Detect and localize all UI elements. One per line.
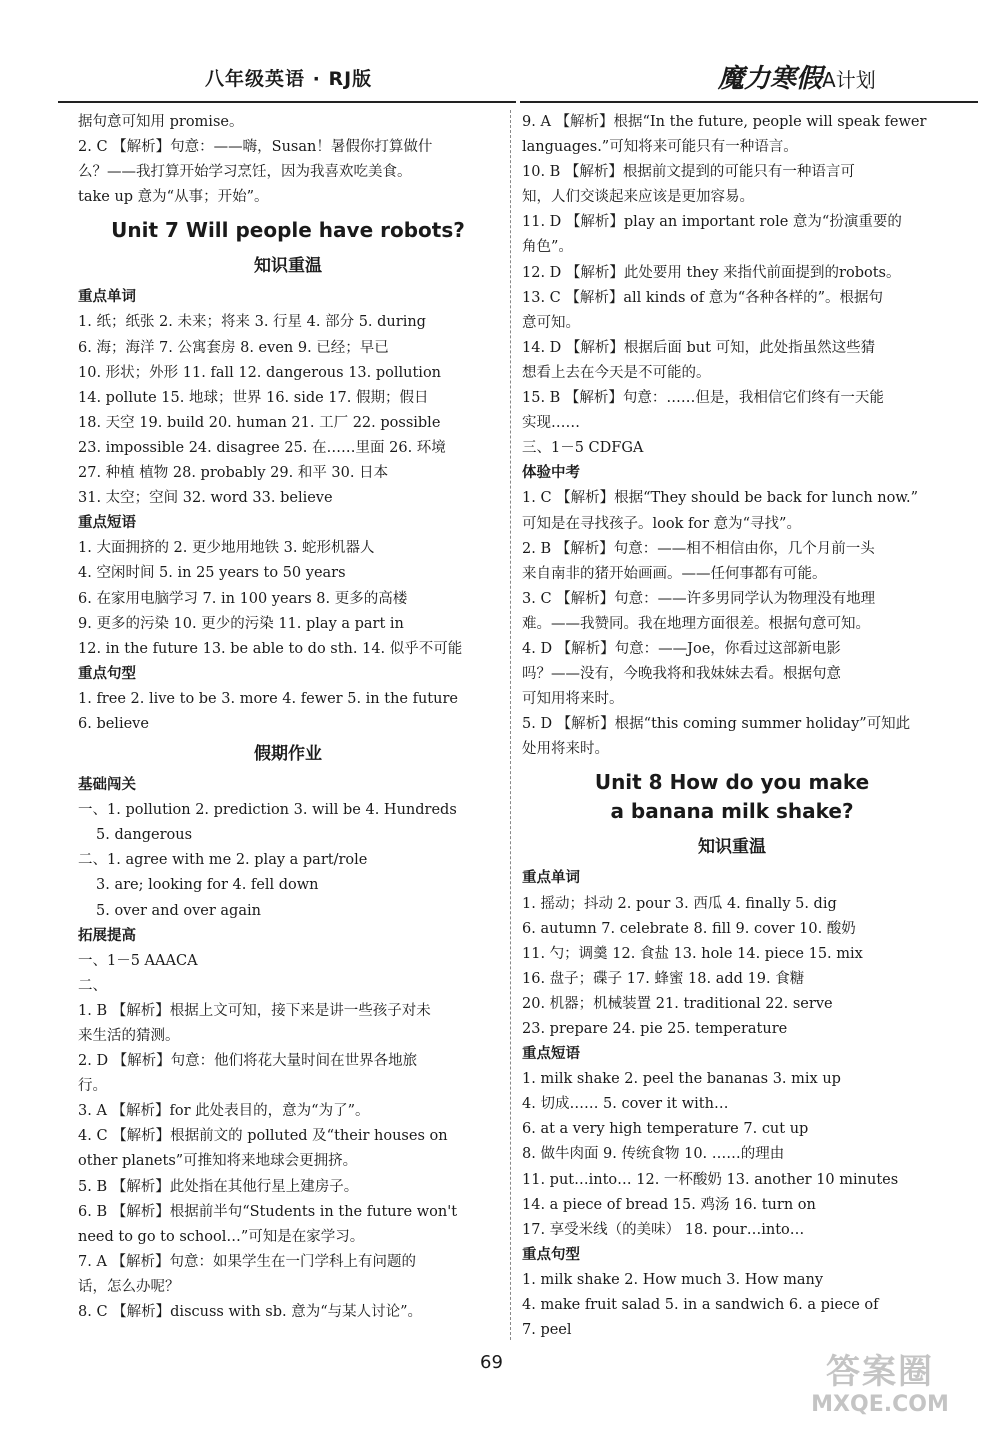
answer-line: 来生活的猜测。 (78, 1028, 180, 1044)
answer-line: 6. B 【解析】根据前半句“Students in the future won't (78, 1203, 458, 1220)
answer-line: 一、1. pollution 2. prediction 3. will be 4. Hundreds (78, 802, 457, 819)
answer-line: 吗？——没有，今晚我将和我妹妹去看。根据句意 (522, 666, 841, 683)
answer-line: 2. C 【解析】句意：——嗨，Susan！暑假你打算做什 (78, 139, 433, 156)
answer-line: 20. 机器；机械装置 21. traditional 22. serve (522, 995, 833, 1012)
answer-line: 1. 摇动；抖动 2. pour 3. 西瓜 4. finally 5. dig (522, 895, 837, 912)
answer-line: 5. dangerous (96, 827, 193, 844)
answer-line: 11. put…into… 12. 一杯酸奶 13. another 10 minutes (522, 1171, 899, 1188)
header-series-main: 魔力寒假 (718, 64, 823, 94)
answer-line: 13. C 【解析】all kinds of 意为“各种各样的”。根据句 (522, 289, 884, 306)
answer-line: 来自南非的猪开始画画。——任何事都有可能。 (522, 565, 827, 582)
subsection-heading: 重点句型 (78, 665, 136, 682)
answer-line: 5. D 【解析】根据“this coming summer holiday”可知此 (522, 716, 911, 733)
answer-line: 14. a piece of bread 15. 鸡汤 16. turn on (522, 1196, 816, 1213)
answer-line: 8. 做牛肉面 9. 传统食物 10. ……的理由 (522, 1146, 785, 1163)
answer-line: 6. 在家用电脑学习 7. in 100 years 8. 更多的高楼 (78, 590, 408, 607)
answer-line: 1. C 【解析】根据“They should be back for lunch now.” (522, 490, 919, 507)
watermark (790, 1352, 970, 1422)
answer-line: 31. 太空；空间 32. word 33. believe (78, 490, 333, 507)
subsection-heading: 体验中考 (522, 465, 580, 482)
answer-line: 1. 纸；纸张 2. 未来；将来 3. 行星 4. 部分 5. during (78, 314, 426, 331)
section-heading: 假期作业 (254, 744, 322, 765)
answer-line: 7. A 【解析】句意：如果学生在一门学科上有问题的 (78, 1253, 417, 1270)
answer-line: 实现…… (522, 415, 580, 432)
answer-line: 6. autumn 7. celebrate 8. fill 9. cover 10. 酸奶 (522, 920, 856, 937)
answer-line: 6. 海；海洋 7. 公寓套房 8. even 9. 已经；早已 (78, 339, 389, 356)
unit-heading: a banana milk shake? (610, 799, 854, 824)
section-heading: 知识重温 (254, 256, 322, 277)
subsection-heading: 重点单词 (522, 870, 580, 887)
answer-line: 4. D 【解析】句意：——Joe，你看过这部新电影 (522, 640, 841, 657)
answer-line: 23. impossible 24. disagree 25. 在……里面 26. 环境 (78, 439, 446, 456)
answer-line: 14. pollute 15. 地球；世界 16. side 17. 假期；假日 (78, 389, 429, 406)
header-rule-left (58, 101, 516, 103)
answer-line: 可知是在寻找孩子。look for 意为“寻找”。 (522, 515, 801, 532)
answer-line: 9. A 【解析】根据“In the future, people will speak fewer (522, 114, 927, 130)
column-divider (510, 110, 511, 1340)
answer-line: 9. 更多的污染 10. 更少的污染 11. play a part in (78, 615, 404, 632)
answer-line: 么？——我打算开始学习烹饪，因为我喜欢吃美食。 (78, 164, 412, 181)
watermark-logo: 答案圈 (826, 1352, 934, 1392)
header-series-title (718, 58, 876, 95)
right-column (522, 110, 942, 1343)
answer-line: 2. D 【解析】句意：他们将花大量时间在世界各地旅 (78, 1053, 418, 1070)
answer-line: 行。 (78, 1078, 107, 1095)
page-number: 69 (480, 1352, 503, 1373)
subsection-heading: 重点短语 (78, 515, 136, 532)
answer-line: 可知用将来时。 (522, 691, 624, 708)
answer-line: languages.”可知将来可能只有一种语言。 (522, 139, 798, 156)
answer-line: 4. 切成…… 5. cover it with… (522, 1096, 729, 1113)
answer-line: need to go to school…”可知是在家学习。 (78, 1228, 365, 1245)
answer-line: 3. A 【解析】for 此处表目的，意为“为了”。 (78, 1103, 370, 1120)
answer-line: 知，人们交谈起来应该是更加容易。 (522, 189, 754, 206)
answer-line: 6. at a very high temperature 7. cut up (522, 1121, 809, 1138)
answer-line: other planets”可推知将来地球会更拥挤。 (78, 1153, 358, 1170)
answer-line: 1. free 2. live to be 3. more 4. fewer 5. in the future (78, 690, 458, 707)
answer-line: 据句意可知用 promise。 (78, 114, 244, 130)
answer-line: 17. 享受米线（的美味） 18. pour…into… (522, 1221, 805, 1238)
answer-line: 5. B 【解析】此处指在其他行星上建房子。 (78, 1178, 359, 1195)
answer-line: 3. C 【解析】句意：——许多男同学认为物理没有地理 (522, 590, 876, 607)
answer-line: 23. prepare 24. pie 25. temperature (522, 1021, 788, 1037)
answer-line: 三、1－5 CDFGA (522, 440, 644, 457)
answer-line: 1. 大面拥挤的 2. 更少地用地铁 3. 蛇形机器人 (78, 540, 375, 557)
answer-line: 4. make fruit salad 5. in a sandwich 6. a piece of (522, 1297, 879, 1314)
header-series-sub: A计划 (822, 68, 876, 92)
subsection-heading: 重点单词 (78, 289, 136, 306)
answer-line: 3. are; looking for 4. fell down (96, 877, 319, 894)
answer-line: 12. in the future 13. be able to do sth. 14. 似乎不可能 (78, 640, 463, 657)
answer-line: 4. 空闲时间 5. in 25 years to 50 years (78, 565, 346, 582)
answer-line: 27. 种植 植物 28. probably 29. 和平 30. 日本 (78, 465, 389, 482)
answer-line: 2. B 【解析】句意：——相不相信由你，几个月前一头 (522, 540, 875, 557)
unit-heading: Unit 7 Will people have robots? (111, 218, 465, 243)
answer-line: 12. D 【解析】此处要用 they 来指代前面提到的robots。 (522, 264, 901, 281)
watermark-site: MXQE.COM (811, 1392, 949, 1417)
answer-line: 话，怎么办呢？ (78, 1278, 180, 1295)
answer-line: 10. B 【解析】根据前文提到的可能只有一种语言可 (522, 164, 855, 181)
left-column (78, 110, 498, 1325)
answer-line: 6. believe (78, 715, 149, 732)
answer-line: 7. peel (522, 1322, 572, 1339)
answer-line: 处用将来时。 (522, 741, 609, 758)
header-rule-right (520, 101, 978, 103)
answer-line: 15. B 【解析】句意：……但是，我相信它们终有一天能 (522, 390, 884, 407)
answer-line: 难。——我赞同。我在地理方面很差。根据句意可知。 (522, 615, 870, 632)
subsection-heading: 重点短语 (522, 1046, 580, 1063)
answer-line: 16. 盘子；碟子 17. 蜂蜜 18. add 19. 食糖 (522, 970, 805, 987)
answer-line: take up 意为“从事；开始”。 (78, 189, 269, 206)
subsection-heading: 重点句型 (522, 1246, 580, 1263)
answer-line: 想看上去在今天是不可能的。 (522, 364, 711, 381)
answer-line: 1. milk shake 2. peel the bananas 3. mix up (522, 1071, 841, 1088)
unit-heading: Unit 8 How do you make (594, 770, 870, 795)
answer-line: 意可知。 (522, 314, 580, 331)
answer-line: 1. B 【解析】根据上文可知，接下来是讲一些孩子对未 (78, 1002, 431, 1019)
answer-line: 二、 (78, 977, 107, 994)
subsection-heading: 基础闯关 (78, 777, 136, 794)
answer-line: 10. 形状；外形 11. fall 12. dangerous 13. pollution (78, 364, 442, 381)
subsection-heading: 拓展提高 (78, 927, 136, 944)
answer-line: 二、1. agree with me 2. play a part/role (78, 852, 368, 869)
section-heading: 知识重温 (698, 837, 766, 858)
answer-line: 8. C 【解析】discuss with sb. 意为“与某人讨论”。 (78, 1304, 423, 1321)
answer-line: 1. milk shake 2. How much 3. How many (522, 1271, 824, 1288)
answer-line: 角色”。 (522, 239, 573, 256)
answer-line: 11. D 【解析】play an important role 意为“扮演重要的 (522, 214, 902, 231)
answer-line: 5. over and over again (96, 902, 261, 919)
answer-line: 4. C 【解析】根据前文的 polluted 及“their houses on (78, 1128, 448, 1145)
answer-line: 18. 天空 19. build 20. human 21. 工厂 22. possible (78, 414, 441, 431)
header-book-title: 八年级英语 · RJ版 (205, 68, 373, 90)
answer-line: 14. D 【解析】根据后面 but 可知，此处指虽然这些猜 (522, 339, 876, 356)
answer-line: 11. 勺；调羹 12. 食盐 13. hole 14. piece 15. mix (522, 945, 863, 962)
answer-line: 一、1－5 AAACA (78, 952, 198, 969)
